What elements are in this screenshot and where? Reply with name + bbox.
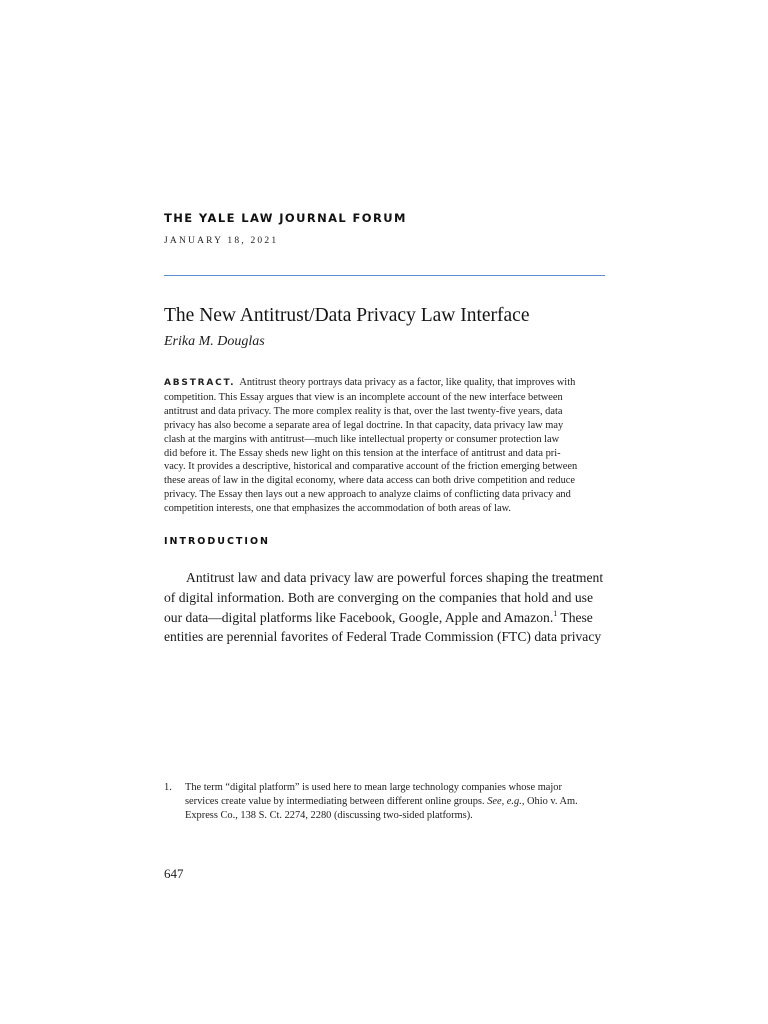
abstract-line: vacy. It provides a descriptive, historical and comparative account of the friction emerging between	[164, 461, 578, 473]
body-line: of digital information. Both are converging on the companies that hold and use	[164, 589, 593, 605]
abstract-label: ABSTRACT.	[164, 378, 236, 388]
body-line: entities are perennial favorites of Federal Trade Commission (FTC) data privacy	[164, 629, 602, 645]
page-number: 647	[164, 866, 184, 881]
footnote-segment: services create value by intermediating between different online groups.	[185, 796, 488, 807]
header-divider	[164, 275, 605, 276]
footnote-number: 1.	[164, 782, 172, 793]
abstract-line: privacy. The Essay then lays out a new approach to analyze claims of conflicting data privacy and	[164, 489, 571, 501]
abstract-line: competition interests, one that emphasizes the accommodation of both areas of law.	[164, 503, 512, 515]
footnote-segment: , Ohio v. Am.	[521, 796, 578, 807]
abstract-line: clash at the margins with antitrust—much like intellectual property or consumer protection law	[164, 433, 560, 445]
abstract-line: competition. This Essay argues that view is an incomplete account of the new interface between	[164, 391, 563, 403]
journal-name: THE YALE LAW JOURNAL FORUM	[164, 211, 407, 225]
body-line: Antitrust law and data privacy law are powerful forces shaping the treatment	[186, 570, 604, 585]
footnote-line: The term “digital platform” is used here to mean large technology companies whose major	[185, 782, 562, 793]
body-line	[164, 608, 606, 628]
article-title: The New Antitrust/Data Privacy Law Interface	[164, 305, 530, 326]
publication-date: JANUARY 18, 2021	[164, 236, 279, 246]
footnote-line	[185, 795, 606, 809]
footnote-text	[185, 781, 606, 823]
abstract-line: antitrust and data privacy. The more complex reality is that, over the last twenty-five years, data	[164, 405, 563, 417]
footnote-line: Express Co., 138 S. Ct. 2274, 2280 (discussing two-sided platforms).	[185, 810, 473, 821]
body-text-segment: our data—digital platforms like Facebook, Google, Apple and Amazon.	[164, 609, 554, 625]
introduction-heading: INTRODUCTION	[164, 536, 270, 547]
introduction-paragraph	[164, 568, 606, 647]
footnote-reference[interactable]: 1	[553, 608, 558, 618]
abstract-block	[164, 376, 606, 516]
abstract-text: Antitrust theory portrays data privacy as a factor, like quality, that improves with	[239, 377, 576, 388]
abstract-line: did before it. The Essay sheds new light on this tension at the interface of antitrust and data pri-	[164, 447, 561, 459]
abstract-line: these areas of law in the digital economy, where data access can both drive competition and reduce	[164, 475, 576, 487]
footnote-signal: See, e.g.	[487, 796, 522, 807]
body-text-segment: These	[557, 609, 593, 625]
abstract-line: privacy has also become a separate area of legal doctrine. In that capacity, data privacy law may	[164, 419, 564, 431]
article-author: Erika M. Douglas	[164, 334, 265, 349]
abstract-line	[164, 376, 606, 391]
footnote	[164, 781, 606, 823]
